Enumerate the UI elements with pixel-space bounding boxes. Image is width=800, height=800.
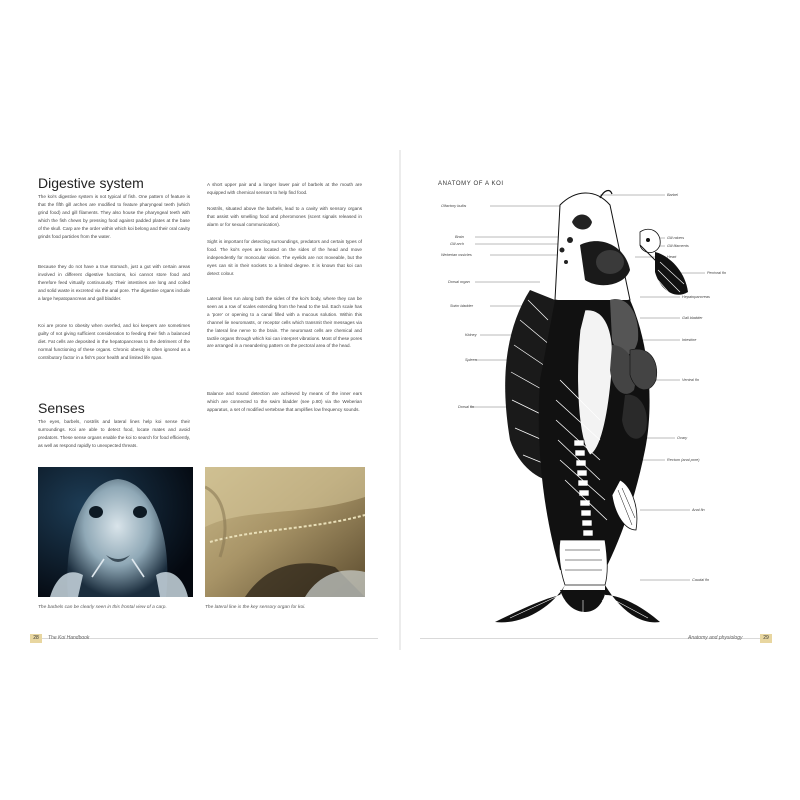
label-gill-rakers: Gill rakers <box>667 236 685 240</box>
page-number-right: 29 <box>760 634 772 643</box>
column2-paragraph: Balance and sound detection are achieved by means of the inner ears which are connected to the swim bladder (see p.80) via the Weberian apparatus, a set of modified vertebrae that amplifies low frequency sounds. <box>207 391 362 412</box>
label-brain: Brain <box>455 235 464 239</box>
column2-paragraph: A short upper pair and a longer lower pair of barbels at the mouth are equipped with chemical sensors to help find food. <box>207 182 362 195</box>
heading-senses: Senses <box>38 400 85 416</box>
label-caudal-fin: Caudal fin <box>692 578 710 582</box>
label-ventral-fin: Ventral fin <box>682 378 699 382</box>
photo1-caption: The barbels can be clearly seen in this frontal view of a carp. <box>38 605 167 610</box>
digestive-paragraph: The koi's digestive system is not typical of fish. One pattern of feature is that the fifth gill arches are modified to feature pharyngeal teeth (which grind food) and gill filaments. They also house the pharyngeal teeth with which the fish chews by pressing food against padded plates at the base of the skull. Carp are the order within which koi belong and their oral cavity grinds food particles from the water. <box>38 194 190 239</box>
label-anal-fin: Anal fin <box>692 508 705 512</box>
footer-section-title: Anatomy and physiology <box>688 635 743 641</box>
label-heart: Heart <box>667 255 677 259</box>
label-pectoral-fin: Pectoral fin <box>707 271 726 275</box>
label-olfactory-bulbs: Olfactory bulbs <box>441 204 467 208</box>
diagram-title: ANATOMY OF A KOI <box>438 181 504 187</box>
label-gall-bladder: Gall bladder <box>682 316 703 320</box>
label-barbel: Barbel <box>667 193 678 197</box>
label-rectum: Rectum (anal pore) <box>667 458 700 462</box>
digestive-paragraph: Koi are prone to obesity when overfed, and koi keepers are sometimes guilty of not giving sufficient consideration to feeding their fish a balanced diet. Fat cells are deposited in the hepatopancreas to the detriment of the normal functioning of these organs. Chronic obesity is often ignored as a contributory factor in a fish's poor health and limited life span. <box>38 323 190 360</box>
column2-paragraph: Nostrils, situated above the barbels, lead to a cavity with sensory organs that assist with smelling food and pheromones (scent signals released in alarm or for sexual communication). <box>207 206 362 227</box>
label-spleen: Spleen <box>465 358 477 362</box>
senses-paragraph: The eyes, barbels, nostrils and lateral lines help koi sense their surroundings. Koi are able to detect food, locate mates and avoid predators. These sense organs enable the koi to search for food efficiently, as well as respond rapidly to unexpected threats. <box>38 419 190 448</box>
label-ovary: Ovary <box>677 436 688 440</box>
photo2-caption: The lateral line is the key sensory organ for koi. <box>205 605 306 610</box>
label-dorsal-fin: Dorsal fin <box>458 405 475 409</box>
column2-paragraph: Lateral lines run along both the sides of the koi's body, where they can be seen as a row of scales extending from the head to the tail. Each scale has a 'pore' or opening to a canal filled with a mucous solution. Within this channel lie neuromasts, or receptor cells which transmit their messages via the lateral line nerve to the brain. The neuromast cells are chemical and tactile organs through which koi can interpret vibrations. Most of these pores are arranged in a meandering pattern on the pectoral area of the head. <box>207 296 362 349</box>
page-number-left: 28 <box>30 634 42 643</box>
label-intestine: Intestine <box>682 338 697 342</box>
column2-paragraph: Sight is important for detecting surroundings, predators and certain types of food. The koi's eyes are located on the sides of the head and move independently for monocular vision. The eyelids are not moveable, but the eyes can sit in their sockets to a limited degree. It is known that koi can detect colour. <box>207 239 362 276</box>
label-kidney: Kidney <box>465 333 477 337</box>
label-swim-bladder: Swim bladder <box>450 304 474 308</box>
label-gill-arch: Gill arch <box>450 242 464 246</box>
digestive-paragraph: Because they do not have a true stomach, just a gut with certain areas involved in different digestive functions, koi cannot store food and therefore feed virtually continuously. Their intestines are long and coiled and solid waste is excreted via the anal pore. The digestive organs include a large hepatopancreas and gall bladder. <box>38 264 190 301</box>
label-dorsal-organ: Dorsal organ <box>448 280 470 284</box>
label-gill-filaments: Gill filaments <box>667 244 689 248</box>
heading-digestive-system: Digestive system <box>38 175 144 191</box>
label-weberian-ossicles: Weberian ossicles <box>441 253 472 257</box>
label-hepatopancreas: Hepatopancreas <box>682 295 710 299</box>
footer-book-title: The Koi Handbook <box>48 635 90 641</box>
